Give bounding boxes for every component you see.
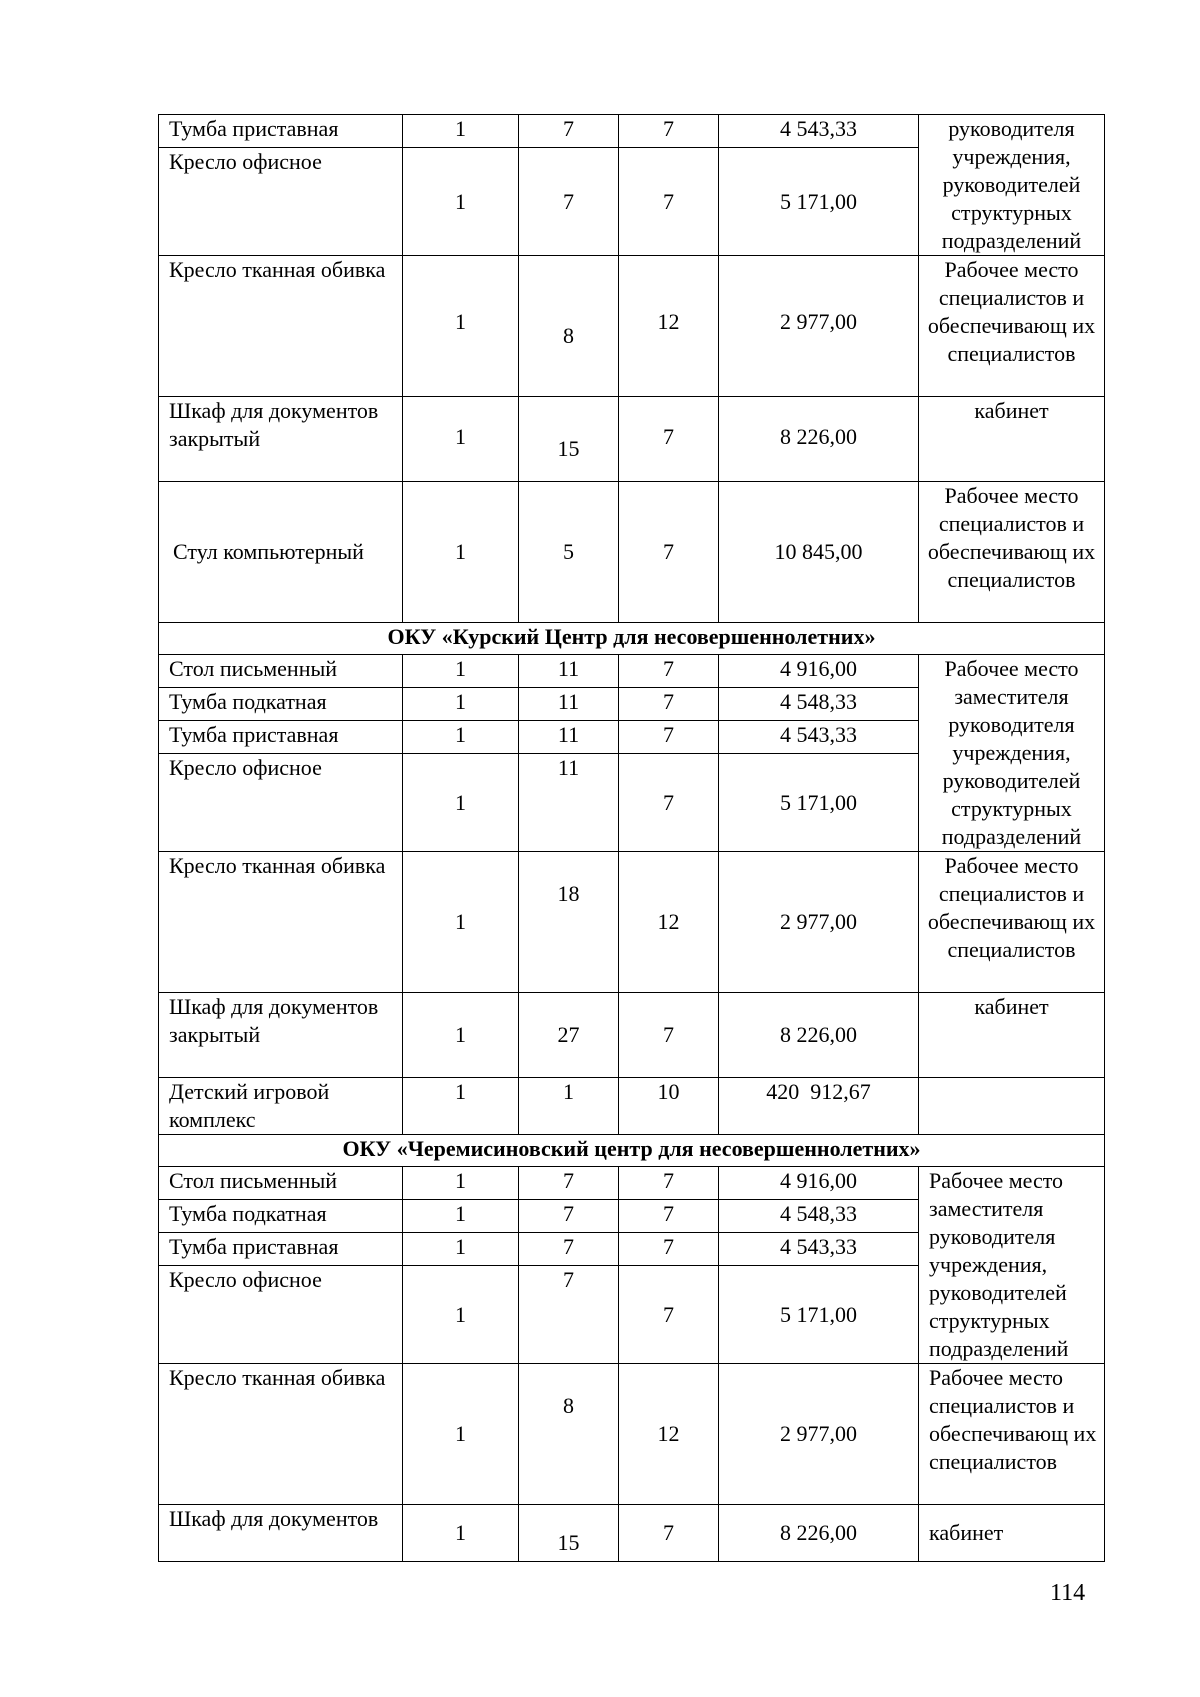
cell-value: 12 (619, 256, 719, 397)
cell-value: 8 (519, 256, 619, 397)
cell-value: 1 (403, 655, 519, 688)
purpose-cell: Рабочее место специалистов и обеспечивающ их специалистов (919, 256, 1105, 397)
cell-value: 7 (519, 148, 619, 256)
cell-value: 7 (619, 754, 719, 852)
price-value: 8 226,00 (719, 1505, 919, 1562)
table-row (159, 1078, 1105, 1135)
cell-value: 12 (619, 852, 719, 993)
item-name: Тумба приставная (159, 1233, 403, 1266)
cell-value: 7 (619, 655, 719, 688)
price-value: 10 845,00 (719, 482, 919, 623)
item-name: Детский игровой комплекс (159, 1078, 403, 1135)
table-row (159, 1167, 1105, 1200)
cell-value: 18 (519, 852, 619, 993)
cell-value: 7 (519, 1200, 619, 1233)
cell-value: 1 (403, 397, 519, 482)
cell-value: 7 (619, 1200, 719, 1233)
price-value: 5 171,00 (719, 1266, 919, 1364)
price-value: 8 226,00 (719, 993, 919, 1078)
cell-value: 12 (619, 1364, 719, 1505)
cell-value: 1 (403, 1200, 519, 1233)
item-name: Шкаф для документов закрытый (159, 397, 403, 482)
price-value: 4 543,33 (719, 721, 919, 754)
purpose-cell: Рабочее место заместителя руководителя учреждения, руководителей структурных подразделений (919, 1167, 1105, 1364)
item-name: Стол письменный (159, 1167, 403, 1200)
cell-value: 7 (619, 721, 719, 754)
cell-value: 7 (619, 1505, 719, 1562)
purpose-cell: руководителя учреждения, руководителей структурных подразделений (919, 115, 1105, 256)
purpose-cell: Рабочее место специалистов и обеспечивающ их специалистов (919, 482, 1105, 623)
price-value: 5 171,00 (719, 754, 919, 852)
purpose-cell: Рабочее место специалистов и обеспечивающ их специалистов (919, 1364, 1105, 1505)
cell-value: 15 (519, 1505, 619, 1562)
cell-value: 1 (403, 1266, 519, 1364)
cell-value: 27 (519, 993, 619, 1078)
cell-value: 7 (619, 115, 719, 148)
purpose-cell: кабинет (919, 397, 1105, 482)
table-row (159, 1505, 1105, 1562)
table-row (159, 256, 1105, 397)
price-value: 4 543,33 (719, 1233, 919, 1266)
price-value: 4 916,00 (719, 655, 919, 688)
purpose-cell: Рабочее место специалистов и обеспечивающ их специалистов (919, 852, 1105, 993)
cell-value: 1 (403, 754, 519, 852)
cell-value: 1 (403, 115, 519, 148)
cell-value: 7 (619, 148, 719, 256)
item-name: Шкаф для документов закрытый (159, 993, 403, 1078)
item-name: Стол письменный (159, 655, 403, 688)
price-value: 4 916,00 (719, 1167, 919, 1200)
cell-value: 1 (403, 852, 519, 993)
cell-value: 1 (403, 1078, 519, 1135)
item-name: Кресло офисное (159, 148, 403, 256)
cell-value: 1 (403, 993, 519, 1078)
cell-value: 11 (519, 655, 619, 688)
cell-value: 7 (519, 1233, 619, 1266)
item-name: Кресло тканная обивка (159, 1364, 403, 1505)
cell-value: 5 (519, 482, 619, 623)
table-row (159, 655, 1105, 688)
purpose-cell: кабинет (919, 993, 1105, 1078)
cell-value: 1 (403, 1233, 519, 1266)
cell-value: 1 (403, 721, 519, 754)
item-name: Тумба подкатная (159, 688, 403, 721)
item-name: Тумба приставная (159, 115, 403, 148)
table-row (159, 1364, 1105, 1505)
cell-value: 7 (519, 1167, 619, 1200)
cell-value: 7 (619, 482, 719, 623)
item-name: Тумба подкатная (159, 1200, 403, 1233)
item-name: Кресло тканная обивка (159, 256, 403, 397)
section-header-row (159, 1135, 1105, 1167)
cell-value: 7 (619, 1167, 719, 1200)
cell-value: 7 (619, 1266, 719, 1364)
cell-value: 1 (403, 1167, 519, 1200)
cell-value: 11 (519, 754, 619, 852)
cell-value: 10 (619, 1078, 719, 1135)
furniture-norms-table (158, 114, 1105, 1562)
section-title: ОКУ «Курский Центр для несовершеннолетних» (159, 623, 1105, 655)
item-name: Кресло тканная обивка (159, 852, 403, 993)
price-value: 4 543,33 (719, 115, 919, 148)
table-row (159, 993, 1105, 1078)
section-title: ОКУ «Черемисиновский центр для несовершеннолетних» (159, 1135, 1105, 1167)
item-name: Шкаф для документов (159, 1505, 403, 1562)
cell-value: 1 (403, 482, 519, 623)
table-row (159, 482, 1105, 623)
cell-value: 8 (519, 1364, 619, 1505)
cell-value: 7 (619, 993, 719, 1078)
price-value: 8 226,00 (719, 397, 919, 482)
cell-value: 7 (519, 115, 619, 148)
price-value: 5 171,00 (719, 148, 919, 256)
section-header-row (159, 623, 1105, 655)
purpose-cell: кабинет (919, 1505, 1105, 1562)
price-value: 2 977,00 (719, 1364, 919, 1505)
item-name: Тумба приставная (159, 721, 403, 754)
cell-value: 7 (519, 1266, 619, 1364)
cell-value: 1 (403, 1505, 519, 1562)
table-row (159, 115, 1105, 148)
purpose-cell-empty (919, 1078, 1105, 1135)
cell-value: 11 (519, 721, 619, 754)
cell-value: 11 (519, 688, 619, 721)
item-name: Стул компьютерный (159, 482, 403, 623)
table-row (159, 852, 1105, 993)
item-name: Кресло офисное (159, 1266, 403, 1364)
cell-value: 1 (403, 1364, 519, 1505)
cell-value: 1 (403, 148, 519, 256)
price-value: 420 912,67 (719, 1078, 919, 1135)
cell-value: 1 (403, 256, 519, 397)
cell-value: 1 (403, 688, 519, 721)
page-number: 114 (1050, 1580, 1086, 1606)
price-value: 4 548,33 (719, 1200, 919, 1233)
cell-value: 7 (619, 1233, 719, 1266)
item-name: Кресло офисное (159, 754, 403, 852)
cell-value: 7 (619, 397, 719, 482)
cell-value: 1 (519, 1078, 619, 1135)
table-row (159, 397, 1105, 482)
cell-value: 15 (519, 397, 619, 482)
cell-value: 7 (619, 688, 719, 721)
purpose-cell: Рабочее место заместителя руководителя учреждения, руководителей структурных подразделений (919, 655, 1105, 852)
price-value: 4 548,33 (719, 688, 919, 721)
price-value: 2 977,00 (719, 256, 919, 397)
price-value: 2 977,00 (719, 852, 919, 993)
